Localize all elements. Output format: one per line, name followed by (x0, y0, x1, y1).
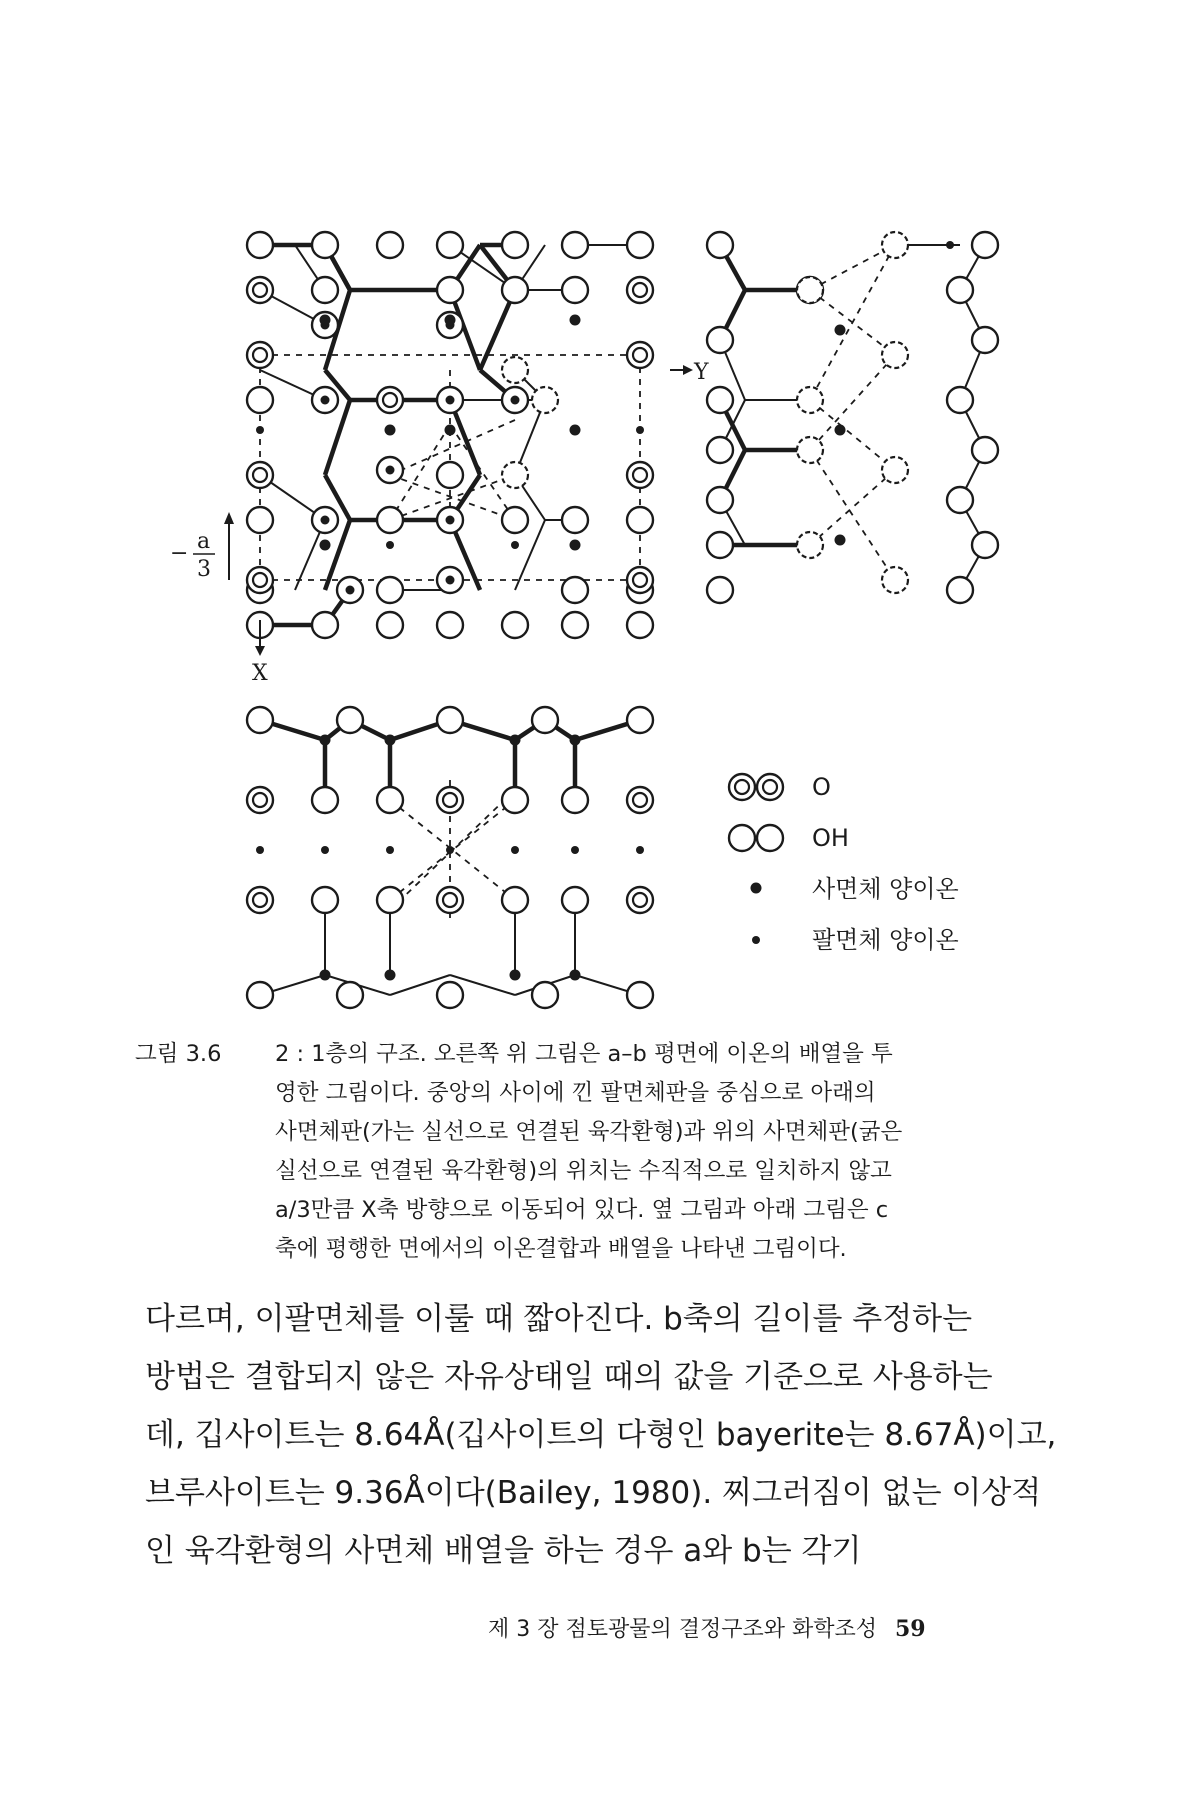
figure-caption (135, 1035, 1035, 1269)
oh-atom (707, 487, 733, 513)
tetrahedral-cation (385, 425, 396, 436)
tetrahedral-cation (570, 735, 581, 746)
tetrahedral-cation (510, 735, 521, 746)
oh-atom (337, 707, 363, 733)
octahedral-cation (636, 426, 644, 434)
cation-dot (321, 516, 330, 525)
oh-atom (972, 437, 998, 463)
oh-atom (437, 707, 463, 733)
o-atom-inner (253, 348, 267, 362)
oh-atom (707, 532, 733, 558)
oh-atom (247, 387, 273, 413)
page-number: 59 (895, 1616, 926, 1642)
o-atom-inner (253, 893, 267, 907)
oh-atom (562, 507, 588, 533)
caption-line: 영한 그림이다. 중앙의 사이에 낀 팔면체판을 중심으로 아래의 (275, 1080, 876, 1106)
legend-tetra-label: 사면체 양이온 (812, 875, 959, 903)
oh-atom (437, 612, 463, 638)
o-atom-projected (797, 277, 823, 303)
oh-atom (707, 437, 733, 463)
oh-atom (562, 277, 588, 303)
octahedral-cation (752, 936, 760, 944)
chapter-title: 제 3 장 점토광물의 결정구조와 화학조성 (488, 1617, 877, 1642)
oh-atom (707, 232, 733, 258)
tetrahedral-cation (320, 970, 331, 981)
tetrahedral-cation (570, 970, 581, 981)
oh-atom (502, 232, 528, 258)
tetrahedral-cation (510, 970, 521, 981)
caption-line: 축에 평행한 면에서의 이온결합과 배열을 나타낸 그림이다. (275, 1236, 847, 1262)
octahedral-cation (571, 846, 579, 854)
oh-atom (627, 507, 653, 533)
oh-atom (972, 232, 998, 258)
body-line: 다르며, 이팔면체를 이룰 때 짧아진다. b축의 길이를 추정하는 (145, 1301, 973, 1337)
octahedral-cation (256, 846, 264, 854)
oh-atom (627, 707, 653, 733)
tetrahedral-cation (570, 425, 581, 436)
tetrahedral-cation (570, 315, 581, 326)
oh-atom (757, 825, 783, 851)
cation-dot (446, 516, 455, 525)
o-atom-inner (253, 468, 267, 482)
oh-atom (532, 707, 558, 733)
oh-atom (562, 887, 588, 913)
oh-atom (247, 707, 273, 733)
oh-atom (437, 462, 463, 488)
o-atom-inner (253, 283, 267, 297)
tetrahedral-cation (320, 315, 331, 326)
oh-atom (377, 577, 403, 603)
cation-dot (511, 396, 520, 405)
tetrahedral-cation (320, 735, 331, 746)
oh-atom (947, 577, 973, 603)
oh-atom (377, 232, 403, 258)
body-line: 데, 깁사이트는 8.64Å(깁사이트의 다형인 bayerite는 8.67Å)이고, (145, 1417, 1057, 1453)
legend-o-label: O (812, 773, 831, 801)
oh-atom (377, 612, 403, 638)
oh-atom (562, 787, 588, 813)
oh-atom (627, 982, 653, 1008)
cation-dot (346, 586, 355, 595)
oh-atom (377, 787, 403, 813)
o-atom-inner (443, 793, 457, 807)
o-atom-projected (502, 462, 528, 488)
shift-arrowhead (224, 512, 234, 524)
tetrahedral-cation (570, 540, 581, 551)
octahedral-cation (511, 846, 519, 854)
oh-atom (437, 277, 463, 303)
oh-atom (532, 982, 558, 1008)
octahedral-cation (511, 541, 519, 549)
oh-atom (502, 507, 528, 533)
y-axis-arrowhead (683, 365, 693, 375)
cation-dot (446, 396, 455, 405)
oh-atom (562, 232, 588, 258)
oh-atom (377, 887, 403, 913)
body-line: 방법은 결합되지 않은 자유상태일 때의 값을 기준으로 사용하는 (145, 1359, 993, 1395)
tetrahedral-cation (835, 325, 846, 336)
tetrahedral-cation (835, 535, 846, 546)
oh-atom (502, 612, 528, 638)
caption-line: 사면체판(가는 실선으로 연결된 육각환형)과 위의 사면체판(굵은 (275, 1119, 903, 1145)
o-atom-inner (735, 780, 749, 794)
oh-atom (627, 612, 653, 638)
tetrahedral-cation (320, 540, 331, 551)
dashed-line (810, 470, 895, 545)
o-atom-projected (882, 457, 908, 483)
octahedral-cation (386, 846, 394, 854)
octahedral-cation (446, 846, 454, 854)
oh-atom (247, 507, 273, 533)
oh-atom (627, 232, 653, 258)
o-atom-inner (383, 393, 397, 407)
o-atom-projected (502, 357, 528, 383)
tetrahedral-cation (385, 735, 396, 746)
shift-denominator: 3 (197, 557, 211, 582)
oh-atom (707, 387, 733, 413)
oh-atom (312, 277, 338, 303)
oh-atom (947, 487, 973, 513)
caption-line: 2 : 1층의 구조. 오른쪽 위 그림은 a–b 평면에 이온의 배열을 투 (275, 1041, 893, 1067)
body-paragraph (145, 1290, 1057, 1580)
o-atom-projected (882, 342, 908, 368)
oh-atom (312, 887, 338, 913)
oh-atom (972, 327, 998, 353)
dashed-line (810, 245, 895, 400)
tetrahedral-cation (445, 315, 456, 326)
o-atom-projected (797, 437, 823, 463)
legend-oh-label: OH (812, 824, 849, 852)
page-footer (488, 1612, 926, 1643)
o-atom-inner (763, 780, 777, 794)
octahedral-cation (386, 541, 394, 549)
legend (729, 773, 959, 954)
o-atom-inner (253, 573, 267, 587)
octahedral-cation (321, 846, 329, 854)
oh-atom (437, 982, 463, 1008)
o-atom-inner (633, 573, 647, 587)
oh-atom (562, 612, 588, 638)
caption-line: a/3만큼 X축 방향으로 이동되어 있다. 옆 그림과 아래 그림은 c (275, 1197, 889, 1223)
legend-octa-label: 팔면체 양이온 (812, 926, 959, 954)
oh-atom (729, 825, 755, 851)
octahedral-cation (946, 241, 954, 249)
octahedral-cation (256, 426, 264, 434)
octahedral-cation (636, 846, 644, 854)
x-axis-arrowhead (255, 646, 265, 656)
o-atom-inner (633, 348, 647, 362)
caption-label: 그림 3.6 (135, 1041, 222, 1067)
cation-dot (386, 466, 395, 475)
oh-atom (502, 787, 528, 813)
tetrahedral-cation (445, 425, 456, 436)
oh-atom (247, 982, 273, 1008)
o-atom-inner (443, 893, 457, 907)
shift-minus: − (170, 541, 189, 566)
oh-atom (562, 577, 588, 603)
cation-dot (321, 396, 330, 405)
o-atom-projected (797, 387, 823, 413)
cation-dot (446, 576, 455, 585)
oh-atom (247, 232, 273, 258)
oh-atom (502, 277, 528, 303)
o-atom-inner (633, 893, 647, 907)
oh-atom (502, 887, 528, 913)
oh-atom (707, 327, 733, 353)
oh-atom (312, 787, 338, 813)
oh-atom (437, 232, 463, 258)
dashed-line (810, 400, 895, 470)
tetrahedral-cation (835, 425, 846, 436)
o-atom-inner (633, 793, 647, 807)
oh-atom (947, 277, 973, 303)
o-atom-inner (633, 283, 647, 297)
oh-atom (947, 387, 973, 413)
o-atom-projected (882, 567, 908, 593)
tetrahedral-cation (751, 883, 762, 894)
oh-atom (377, 507, 403, 533)
o-atom-inner (253, 793, 267, 807)
tetrahedral-cation (385, 970, 396, 981)
y-axis-label: Y (694, 360, 709, 385)
o-atom-projected (797, 532, 823, 558)
oh-atom (707, 577, 733, 603)
oh-atom (337, 982, 363, 1008)
o-atom-projected (882, 232, 908, 258)
oh-atom (312, 232, 338, 258)
body-line: 인 육각환형의 사면체 배열을 하는 경우 a와 b는 각기 (145, 1533, 862, 1569)
shift-numerator: a (197, 529, 211, 554)
body-line: 브루사이트는 9.36Å이다(Bailey, 1980). 찌그러짐이 없는 이상적 (145, 1475, 1042, 1511)
oh-atom (312, 612, 338, 638)
caption-text (275, 1035, 1035, 1269)
o-atom-projected (532, 387, 558, 413)
o-atom-inner (633, 468, 647, 482)
caption-line: 실선으로 연결된 육각환형)의 위치는 수직적으로 일치하지 않고 (275, 1158, 892, 1184)
x-axis-label: X (252, 661, 268, 686)
oh-atom (972, 532, 998, 558)
